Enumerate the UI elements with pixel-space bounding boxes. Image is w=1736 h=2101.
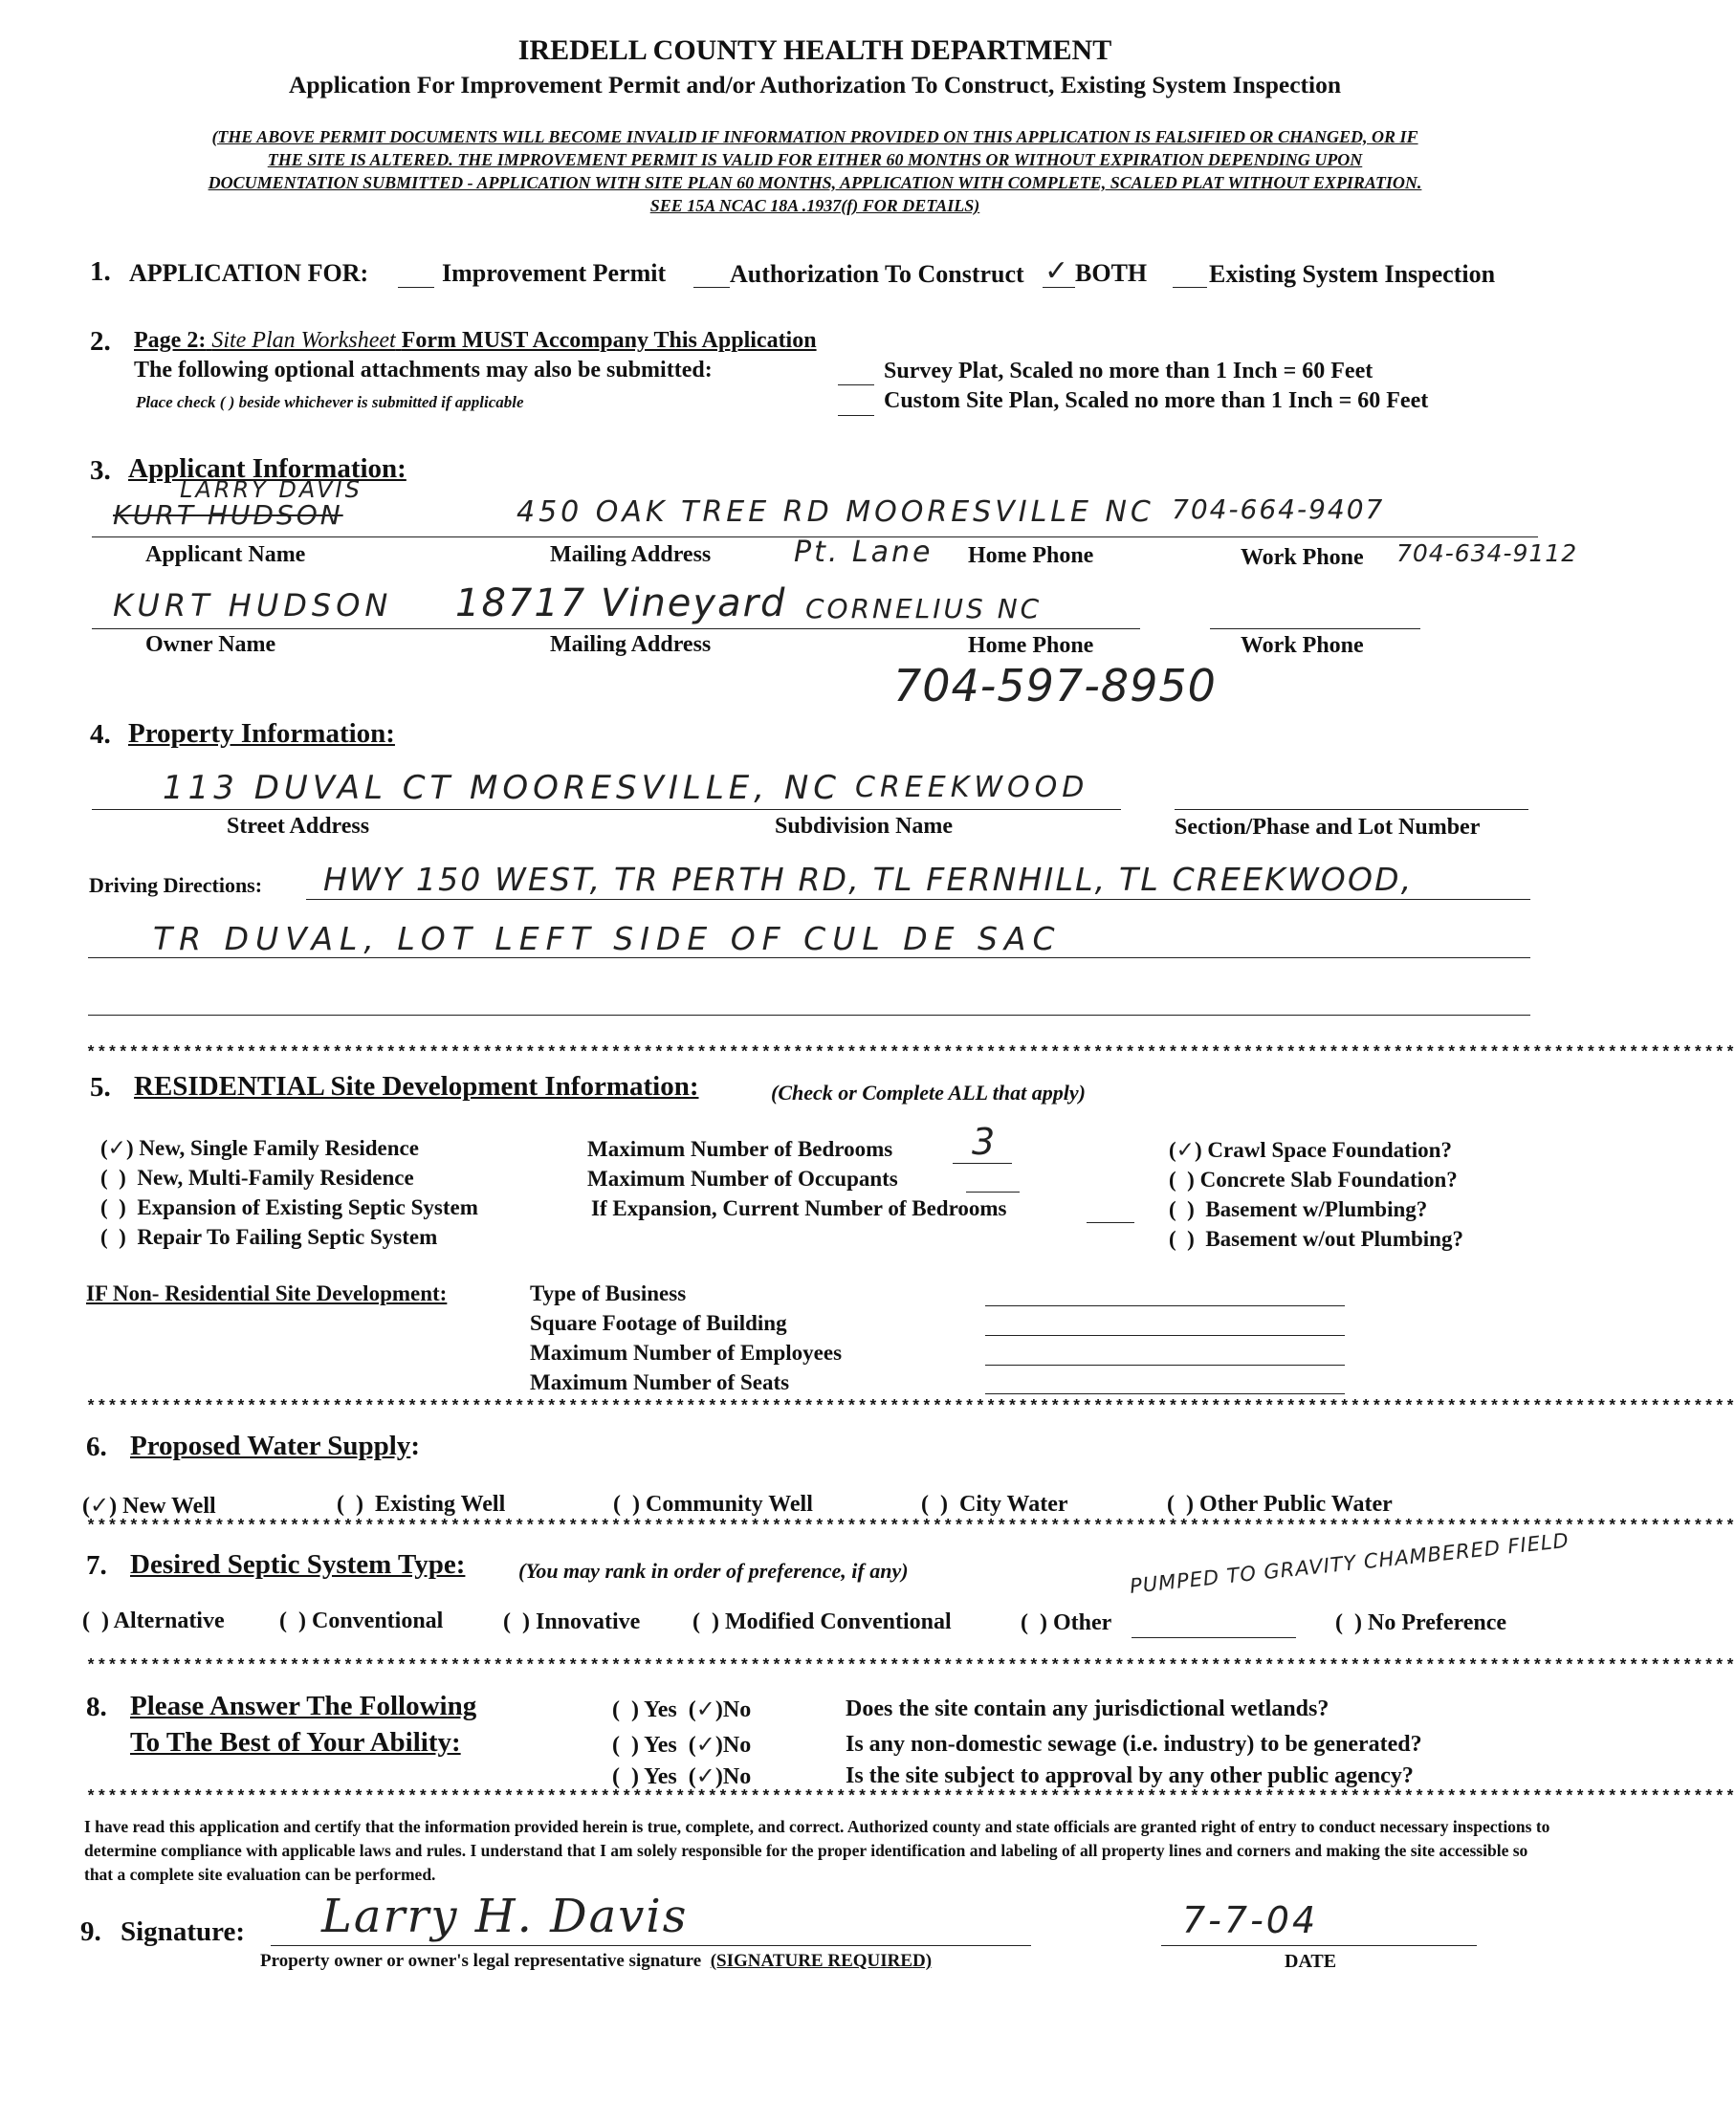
applicant-home-phone-value: 704-664-9407 (1172, 493, 1385, 525)
concrete-slab-option[interactable]: ( ) Concrete Slab Foundation? (1169, 1168, 1458, 1192)
septic-type-note: (You may rank in order of preference, if any) (518, 1559, 909, 1583)
septic-no-preference[interactable]: ( ) No Preference (1335, 1610, 1507, 1635)
owner-home-phone-label: Home Phone (968, 633, 1094, 658)
driving-directions-label: Driving Directions: (89, 873, 263, 897)
page2-requirement (134, 328, 817, 354)
property-section-line[interactable] (1175, 809, 1528, 810)
must-accompany: Form MUST Accompany This Application (401, 328, 817, 353)
owner-work-phone-label: Work Phone (1241, 633, 1364, 658)
signature-label: Signature: (121, 1916, 245, 1947)
owner-address-handwritten-above: Pt. Lane (794, 536, 934, 569)
agency-answer[interactable]: ( ) Yes (✓)No (612, 1762, 752, 1789)
section-4-number: 4. (90, 719, 111, 750)
improvement-permit-checkbox[interactable] (398, 287, 434, 288)
expansion-bedrooms-label: If Expansion, Current Number of Bedrooms (591, 1196, 1007, 1220)
separator-stars-3: ********************************************************************************************************************************************************** (86, 1518, 1736, 1536)
applicant-name-handwritten-above: LARRY DAVIS (180, 476, 363, 503)
signature-value: Larry H. Davis (321, 1890, 689, 1943)
water-new-well[interactable]: (✓) New Well (82, 1492, 216, 1519)
directions-line-1[interactable] (306, 899, 1530, 900)
street-address-value: 113 DUVAL CT MOORESVILLE, NC (163, 769, 842, 807)
custom-site-plan-checkbox[interactable] (838, 415, 874, 416)
max-occupants-line[interactable] (966, 1192, 1020, 1193)
date-label: DATE (1285, 1951, 1337, 1972)
applicant-work-phone-value: 704-634-9112 (1396, 539, 1578, 567)
form-title: IREDELL COUNTY HEALTH DEPARTMENT (517, 34, 1112, 66)
owner-info-line[interactable] (92, 628, 1140, 629)
existing-inspection-checkbox[interactable] (1173, 287, 1207, 288)
res-opt-new-single[interactable]: (✓) New, Single Family Residence (100, 1136, 419, 1161)
improvement-permit-label: Improvement Permit (442, 259, 667, 287)
crawl-space-option[interactable]: (✓) Crawl Space Foundation? (1169, 1138, 1452, 1163)
mailing-address-label: Mailing Address (550, 542, 712, 567)
signature-line[interactable] (271, 1945, 1031, 1946)
res-opt-expansion[interactable]: ( ) Expansion of Existing Septic System (100, 1195, 478, 1219)
max-seats-label: Maximum Number of Seats (530, 1370, 790, 1394)
section-5-number: 5. (90, 1072, 111, 1103)
site-plan-worksheet: Site Plan Worksheet (211, 328, 396, 353)
signature-required: (SIGNATURE REQUIRED) (710, 1951, 933, 1971)
septic-other-value: PUMPED TO GRAVITY CHAMBERED FIELD (1129, 1528, 1571, 1598)
street-address-label: Street Address (227, 814, 370, 839)
page2-label: Page 2: (134, 328, 207, 353)
applicant-name-label: Applicant Name (145, 542, 306, 567)
septic-type-title: Desired Septic System Type: (130, 1549, 466, 1580)
residential-title: RESIDENTIAL Site Development Information: (134, 1071, 699, 1102)
max-seats-line[interactable] (985, 1393, 1345, 1394)
authorization-checkbox[interactable] (693, 287, 730, 288)
place-check-note: Place check ( ) beside whichever is submitted if applicable (136, 393, 524, 411)
owner-address-value: 18717 Vineyard (455, 581, 787, 625)
section-8-number: 8. (86, 1692, 107, 1722)
septic-conventional[interactable]: ( ) Conventional (279, 1609, 444, 1633)
section-1-number: 1. (90, 256, 111, 287)
survey-plat-label: Survey Plat, Scaled no more than 1 Inch = 60 Feet (884, 359, 1373, 383)
separator-stars-5: ********************************************************************************************************************************************************** (86, 1788, 1736, 1806)
work-phone-label: Work Phone (1241, 545, 1364, 570)
owner-city-value: CORNELIUS NC (805, 593, 1043, 624)
please-answer-title-1: Please Answer The Following (130, 1691, 477, 1721)
existing-inspection-label: Existing System Inspection (1209, 260, 1496, 288)
separator-stars-1: ********************************************************************************************************************************************************** (86, 1044, 1736, 1062)
water-other-public[interactable]: ( ) Other Public Water (1167, 1492, 1393, 1517)
owner-work-phone-line[interactable] (1210, 628, 1420, 629)
septic-alternative[interactable]: ( ) Alternative (82, 1609, 225, 1633)
application-for-label: APPLICATION FOR: (129, 259, 369, 287)
form-subtitle: Application For Improvement Permit and/or Authorization To Construct, Existing System Inspection (288, 71, 1342, 98)
max-bedrooms-label: Maximum Number of Bedrooms (587, 1137, 893, 1161)
applicant-name-crossed: KURT HUDSON (113, 499, 343, 531)
square-footage-line[interactable] (985, 1335, 1345, 1336)
please-answer-title-2: To The Best of Your Ability: (130, 1727, 461, 1758)
disclaimer-line-2: THE SITE IS ALTERED. THE IMPROVEMENT PERMIT IS VALID FOR EITHER 60 MONTHS OR WITHOUT EXPIRATION DEPENDING UPON (267, 150, 1363, 169)
directions-line-2[interactable] (88, 957, 1530, 958)
square-footage-label: Square Footage of Building (530, 1311, 787, 1335)
signature-caption: Property owner or owner's legal representative signature (SIGNATURE REQUIRED) (260, 1951, 933, 1971)
property-info-title: Property Information: (128, 718, 395, 749)
wetlands-question: Does the site contain any jurisdictional wetlands? (846, 1696, 1329, 1721)
max-employees-label: Maximum Number of Employees (530, 1341, 843, 1365)
septic-innovative[interactable]: ( ) Innovative (503, 1609, 641, 1634)
section-3-number: 3. (90, 455, 111, 486)
max-bedrooms-line[interactable] (953, 1163, 1012, 1164)
authorization-label: Authorization To Construct (730, 260, 1024, 288)
separator-stars-4: ********************************************************************************************************************************************************** (86, 1657, 1736, 1675)
sewage-answer[interactable]: ( ) Yes (✓)No (612, 1731, 752, 1758)
max-employees-line[interactable] (985, 1365, 1345, 1366)
driving-directions-line-1: HWY 150 WEST, TR PERTH RD, TL FERNHILL, TL CREEKWOOD, (323, 861, 1414, 898)
water-existing-well[interactable]: ( ) Existing Well (337, 1492, 506, 1517)
applicant-mailing-address-value: 450 OAK TREE RD MOORESVILLE NC (516, 495, 1154, 529)
section-phase-lot-label: Section/Phase and Lot Number (1175, 815, 1481, 840)
res-opt-new-multi[interactable]: ( ) New, Multi-Family Residence (100, 1166, 414, 1190)
owner-home-phone-value: 704-597-8950 (893, 660, 1217, 711)
expansion-bedrooms-line[interactable] (1087, 1222, 1134, 1223)
max-bedrooms-value: 3 (972, 1121, 999, 1163)
sewage-question: Is any non-domestic sewage (i.e. industry) to be generated? (846, 1732, 1422, 1757)
residential-note: (Check or Complete ALL that apply) (771, 1081, 1086, 1105)
section-9-number: 9. (80, 1916, 101, 1947)
date-value: 7-7-04 (1182, 1899, 1319, 1941)
property-street-line[interactable] (92, 809, 1121, 810)
separator-stars-2: ********************************************************************************************************************************************************** (86, 1398, 1736, 1416)
basement-no-plumbing-option[interactable]: ( ) Basement w/out Plumbing? (1169, 1227, 1463, 1251)
owner-name-label: Owner Name (145, 632, 276, 657)
certification-text: I have read this application and certify that the information provided herein is true, complete, and correct. Authorized county and state officials are granted right of entry to conduct necessary inspections to determine compliance with applicable laws and rules. I understand that I am solely responsible for the proper identification and labeling of all property lines and corners and making the site accessible so that a complete site evaluation can be performed. (84, 1817, 1550, 1884)
applicant-info-title: Applicant Information: (128, 453, 407, 484)
disclaimer-line-3: DOCUMENTATION SUBMITTED - APPLICATION WITH SITE PLAN 60 MONTHS, APPLICATION WITH COMPLETE, SCALED PLAT WITHOUT EXPIRATION. (208, 173, 1422, 192)
section-2-number: 2. (90, 326, 111, 357)
survey-plat-checkbox[interactable] (838, 384, 874, 385)
disclaimer-line-1: (THE ABOVE PERMIT DOCUMENTS WILL BECOME INVALID IF INFORMATION PROVIDED ON THIS APPLICATION IS FALSIFIED OR CHANGED, OR IF (211, 127, 1418, 146)
res-opt-repair[interactable]: ( ) Repair To Failing Septic System (100, 1225, 438, 1249)
type-of-business-line[interactable] (985, 1305, 1345, 1306)
home-phone-label: Home Phone (968, 543, 1094, 568)
water-community-well[interactable]: ( ) Community Well (613, 1492, 813, 1517)
disclaimer-line-4: SEE 15A NCAC 18A .1937(f) FOR DETAILS) (649, 196, 980, 215)
wetlands-answer[interactable]: ( ) Yes (✓)No (612, 1696, 752, 1722)
custom-site-plan-label: Custom Site Plan, Scaled no more than 1 Inch = 60 Feet (884, 388, 1429, 413)
septic-other[interactable]: ( ) Other (1021, 1610, 1112, 1635)
max-occupants-label: Maximum Number of Occupants (587, 1167, 898, 1191)
section-7-number: 7. (86, 1550, 107, 1581)
both-check-mark: ✓ (1044, 254, 1072, 288)
both-label: BOTH (1075, 259, 1148, 287)
septic-other-line[interactable] (1132, 1637, 1296, 1638)
subdivision-value: CREEKWOOD (855, 771, 1089, 804)
optional-attachments-text: The following optional attachments may also be submitted: (134, 358, 713, 383)
septic-modified-conventional[interactable]: ( ) Modified Conventional (692, 1609, 952, 1634)
owner-mailing-address-label: Mailing Address (550, 632, 712, 657)
basement-plumbing-option[interactable]: ( ) Basement w/Plumbing? (1169, 1197, 1428, 1221)
driving-directions-line-2: TR DUVAL, LOT LEFT SIDE OF CUL DE SAC (153, 920, 1062, 957)
section-6-number: 6. (86, 1432, 107, 1462)
owner-name-value: KURT HUDSON (113, 587, 393, 624)
water-city-water[interactable]: ( ) City Water (921, 1492, 1068, 1517)
agency-question: Is the site subject to approval by any other public agency? (846, 1763, 1414, 1788)
directions-line-3[interactable] (88, 1015, 1530, 1016)
type-of-business-label: Type of Business (530, 1281, 687, 1305)
date-line[interactable] (1161, 1945, 1477, 1946)
subdivision-label: Subdivision Name (775, 814, 954, 839)
water-supply-title: Proposed Water Supply: (130, 1431, 420, 1461)
non-residential-label: IF Non- Residential Site Development: (86, 1281, 448, 1305)
